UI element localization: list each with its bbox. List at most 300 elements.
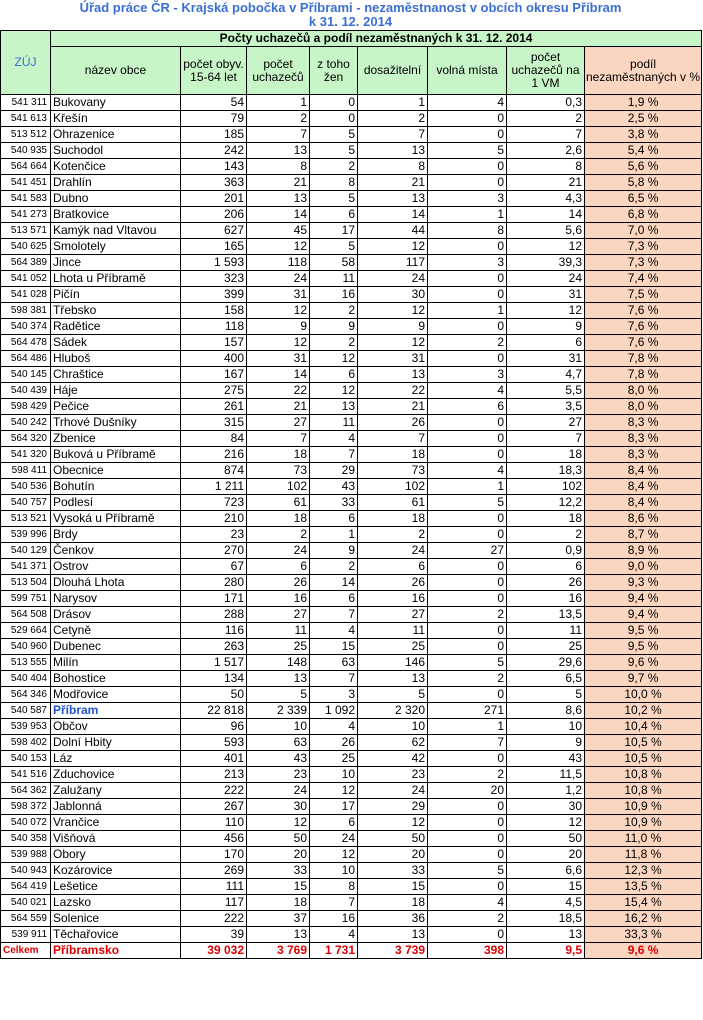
cell-vacancies: 27 [428,543,507,559]
cell-share: 8,7 % [585,527,702,543]
cell-share: 9,7 % [585,671,702,687]
cell-available: 31 [358,351,428,367]
cell-population: 363 [181,175,247,191]
header-ratio: počet uchazečů na 1 VM [507,47,585,95]
cell-applicants: 30 [247,799,310,815]
cell-women: 26 [310,735,358,751]
cell-available: 18 [358,895,428,911]
total-cell-available: 3 739 [358,943,428,959]
report-title [0,0,701,30]
cell-zuj: 539 996 [1,527,51,543]
cell-population: 400 [181,351,247,367]
cell-population: 315 [181,415,247,431]
cell-name: Višňová [51,831,181,847]
cell-zuj: 540 587 [1,703,51,719]
cell-share: 7,5 % [585,287,702,303]
cell-population: 1 517 [181,655,247,671]
cell-name: Křešín [51,111,181,127]
cell-name: Zbenice [51,431,181,447]
cell-ratio: 12 [507,239,585,255]
cell-available: 7 [358,431,428,447]
cell-population: 84 [181,431,247,447]
cell-population: 280 [181,575,247,591]
cell-available: 12 [358,303,428,319]
cell-zuj: 513 521 [1,511,51,527]
cell-women: 13 [310,399,358,415]
cell-name: Bohostice [51,671,181,687]
table-row [1,927,702,943]
cell-applicants: 37 [247,911,310,927]
cell-available: 5 [358,687,428,703]
cell-women: 2 [310,559,358,575]
cell-population: 79 [181,111,247,127]
cell-applicants: 2 339 [247,703,310,719]
cell-applicants: 118 [247,255,310,271]
cell-name: Občov [51,719,181,735]
cell-population: 593 [181,735,247,751]
cell-zuj: 564 559 [1,911,51,927]
cell-share: 8,9 % [585,543,702,559]
cell-applicants: 6 [247,559,310,575]
cell-name: Narysov [51,591,181,607]
cell-name: Chraštice [51,367,181,383]
cell-women: 12 [310,783,358,799]
cell-ratio: 21 [507,175,585,191]
cell-available: 12 [358,335,428,351]
cell-population: 401 [181,751,247,767]
cell-share: 9,0 % [585,559,702,575]
cell-share: 5,6 % [585,159,702,175]
cell-population: 185 [181,127,247,143]
cell-share: 8,4 % [585,479,702,495]
table-row [1,527,702,543]
cell-vacancies: 0 [428,511,507,527]
table-row [1,911,702,927]
cell-ratio: 6 [507,559,585,575]
cell-share: 9,5 % [585,639,702,655]
cell-women: 4 [310,623,358,639]
total-cell-zuj: Celkem [1,943,51,959]
cell-name: Vrančice [51,815,181,831]
cell-zuj: 513 512 [1,127,51,143]
cell-available: 10 [358,719,428,735]
cell-population: 723 [181,495,247,511]
cell-share: 12,3 % [585,863,702,879]
cell-vacancies: 0 [428,271,507,287]
cell-available: 11 [358,623,428,639]
cell-zuj: 540 625 [1,239,51,255]
cell-applicants: 23 [247,767,310,783]
cell-available: 36 [358,911,428,927]
cell-women: 11 [310,271,358,287]
cell-applicants: 8 [247,159,310,175]
cell-zuj: 541 052 [1,271,51,287]
cell-vacancies: 0 [428,111,507,127]
cell-applicants: 9 [247,319,310,335]
cell-share: 7,3 % [585,255,702,271]
cell-available: 2 [358,527,428,543]
cell-ratio: 18,3 [507,463,585,479]
header-applicants: počet uchazečů [247,47,310,95]
cell-name: Solenice [51,911,181,927]
cell-population: 323 [181,271,247,287]
cell-share: 7,4 % [585,271,702,287]
cell-ratio: 6 [507,335,585,351]
cell-available: 117 [358,255,428,271]
cell-population: 165 [181,239,247,255]
cell-share: 8,3 % [585,431,702,447]
cell-name: Třebsko [51,303,181,319]
cell-vacancies: 0 [428,847,507,863]
cell-population: 399 [181,287,247,303]
cell-available: 27 [358,607,428,623]
cell-ratio: 43 [507,751,585,767]
cell-vacancies: 2 [428,671,507,687]
cell-ratio: 30 [507,799,585,815]
cell-available: 8 [358,159,428,175]
cell-name: Dlouhá Lhota [51,575,181,591]
cell-share: 33,3 % [585,927,702,943]
cell-vacancies: 0 [428,319,507,335]
cell-ratio: 10 [507,719,585,735]
cell-share: 8,4 % [585,463,702,479]
cell-share: 7,6 % [585,319,702,335]
cell-available: 102 [358,479,428,495]
cell-share: 8,4 % [585,495,702,511]
cell-available: 14 [358,207,428,223]
cell-ratio: 50 [507,831,585,847]
cell-zuj: 540 935 [1,143,51,159]
cell-vacancies: 1 [428,719,507,735]
table-row [1,495,702,511]
cell-share: 10,9 % [585,815,702,831]
title-line-1: Úřad práce ČR - Krajská pobočka v Příbrami - nezaměstnanost v obcích okresu Příbram [79,0,622,15]
cell-women: 7 [310,671,358,687]
cell-ratio: 16 [507,591,585,607]
cell-population: 50 [181,687,247,703]
cell-vacancies: 3 [428,367,507,383]
table-row [1,319,702,335]
cell-share: 10,8 % [585,767,702,783]
cell-zuj: 541 028 [1,287,51,303]
cell-zuj: 540 960 [1,639,51,655]
cell-available: 62 [358,735,428,751]
cell-zuj: 598 381 [1,303,51,319]
cell-name: Obory [51,847,181,863]
header-population: počet obyv. 15-64 let [181,47,247,95]
cell-available: 61 [358,495,428,511]
cell-available: 22 [358,383,428,399]
cell-name: Dolní Hbity [51,735,181,751]
cell-zuj: 598 411 [1,463,51,479]
cell-available: 2 320 [358,703,428,719]
cell-zuj: 564 346 [1,687,51,703]
cell-name: Zalužany [51,783,181,799]
cell-applicants: 12 [247,335,310,351]
cell-vacancies: 271 [428,703,507,719]
cell-zuj: 540 374 [1,319,51,335]
cell-applicants: 25 [247,639,310,655]
cell-vacancies: 1 [428,207,507,223]
cell-women: 11 [310,415,358,431]
cell-name: Buková u Příbramě [51,447,181,463]
cell-available: 6 [358,559,428,575]
cell-vacancies: 0 [428,431,507,447]
cell-applicants: 13 [247,143,310,159]
cell-ratio: 1,2 [507,783,585,799]
table-row [1,783,702,799]
cell-ratio: 4,7 [507,367,585,383]
table-row [1,591,702,607]
cell-vacancies: 0 [428,927,507,943]
cell-name: Láz [51,751,181,767]
table-row [1,879,702,895]
cell-population: 242 [181,143,247,159]
table-row [1,623,702,639]
cell-population: 275 [181,383,247,399]
cell-vacancies: 0 [428,639,507,655]
cell-applicants: 45 [247,223,310,239]
cell-applicants: 24 [247,783,310,799]
cell-women: 2 [310,335,358,351]
table-row [1,143,702,159]
cell-zuj: 540 129 [1,543,51,559]
cell-zuj: 564 320 [1,431,51,447]
cell-name: Vysoká u Příbramě [51,511,181,527]
cell-available: 13 [358,671,428,687]
cell-share: 9,4 % [585,607,702,623]
cell-population: 222 [181,783,247,799]
cell-applicants: 14 [247,207,310,223]
cell-applicants: 61 [247,495,310,511]
header-name: název obce [51,47,181,95]
table-row [1,511,702,527]
cell-applicants: 11 [247,623,310,639]
cell-women: 10 [310,767,358,783]
cell-ratio: 0,3 [507,95,585,111]
cell-zuj: 541 583 [1,191,51,207]
cell-ratio: 7 [507,127,585,143]
cell-ratio: 39,3 [507,255,585,271]
table-row [1,271,702,287]
table-row [1,367,702,383]
header-share: podíl nezaměstnaných v % [585,47,702,95]
table-row [1,559,702,575]
cell-applicants: 15 [247,879,310,895]
cell-ratio: 3,5 [507,399,585,415]
cell-ratio: 13 [507,927,585,943]
cell-vacancies: 0 [428,351,507,367]
cell-population: 267 [181,799,247,815]
cell-name: Trhové Dušníky [51,415,181,431]
cell-available: 1 [358,95,428,111]
cell-women: 7 [310,447,358,463]
cell-women: 2 [310,159,358,175]
cell-vacancies: 0 [428,415,507,431]
table-row [1,111,702,127]
cell-share: 2,5 % [585,111,702,127]
cell-zuj: 598 402 [1,735,51,751]
cell-zuj: 541 613 [1,111,51,127]
cell-ratio: 5,6 [507,223,585,239]
cell-share: 9,5 % [585,623,702,639]
cell-zuj: 513 504 [1,575,51,591]
cell-vacancies: 0 [428,687,507,703]
cell-share: 10,9 % [585,799,702,815]
cell-applicants: 21 [247,175,310,191]
cell-zuj: 564 664 [1,159,51,175]
cell-population: 171 [181,591,247,607]
table-row [1,847,702,863]
header-women: z toho žen [310,47,358,95]
cell-women: 5 [310,127,358,143]
cell-ratio: 15 [507,879,585,895]
cell-vacancies: 2 [428,911,507,927]
cell-women: 63 [310,655,358,671]
cell-ratio: 12 [507,815,585,831]
cell-share: 10,5 % [585,735,702,751]
cell-women: 4 [310,719,358,735]
table-row [1,815,702,831]
cell-name: Suchodol [51,143,181,159]
cell-vacancies: 2 [428,607,507,623]
cell-ratio: 6,5 [507,671,585,687]
cell-women: 8 [310,175,358,191]
table-row [1,719,702,735]
cell-name: Sádek [51,335,181,351]
cell-population: 456 [181,831,247,847]
total-cell-ratio: 9,5 [507,943,585,959]
cell-zuj: 598 429 [1,399,51,415]
table-row [1,543,702,559]
cell-population: 96 [181,719,247,735]
cell-share: 10,4 % [585,719,702,735]
table-row [1,175,702,191]
cell-applicants: 1 [247,95,310,111]
cell-available: 29 [358,799,428,815]
cell-applicants: 18 [247,895,310,911]
cell-applicants: 2 [247,111,310,127]
title-line-2: k 31. 12. 2014 [308,14,393,29]
cell-share: 1,9 % [585,95,702,111]
cell-ratio: 2 [507,527,585,543]
cell-name: Lešetice [51,879,181,895]
cell-vacancies: 4 [428,463,507,479]
cell-zuj: 539 953 [1,719,51,735]
cell-women: 6 [310,367,358,383]
cell-zuj: 541 311 [1,95,51,111]
cell-zuj: 564 419 [1,879,51,895]
cell-zuj: 599 751 [1,591,51,607]
cell-name: Modřovice [51,687,181,703]
cell-ratio: 18,5 [507,911,585,927]
cell-ratio: 31 [507,287,585,303]
cell-vacancies: 3 [428,255,507,271]
cell-population: 261 [181,399,247,415]
cell-population: 222 [181,911,247,927]
cell-name: Dubno [51,191,181,207]
cell-available: 25 [358,639,428,655]
table-row [1,239,702,255]
cell-population: 22 818 [181,703,247,719]
cell-ratio: 24 [507,271,585,287]
cell-zuj: 541 516 [1,767,51,783]
cell-zuj: 540 439 [1,383,51,399]
cell-zuj: 540 536 [1,479,51,495]
cell-women: 4 [310,927,358,943]
cell-name: Lhota u Příbramě [51,271,181,287]
table-row [1,655,702,671]
cell-zuj: 540 072 [1,815,51,831]
cell-ratio: 26 [507,575,585,591]
cell-vacancies: 1 [428,303,507,319]
cell-women: 16 [310,287,358,303]
cell-women: 14 [310,575,358,591]
cell-available: 16 [358,591,428,607]
cell-name: Háje [51,383,181,399]
cell-share: 9,4 % [585,591,702,607]
table-row [1,463,702,479]
total-row [1,943,702,959]
cell-share: 5,8 % [585,175,702,191]
cell-zuj: 540 757 [1,495,51,511]
cell-population: 157 [181,335,247,351]
cell-women: 9 [310,543,358,559]
cell-vacancies: 0 [428,799,507,815]
cell-share: 7,8 % [585,367,702,383]
cell-name: Jablonná [51,799,181,815]
table-row [1,575,702,591]
cell-population: 116 [181,623,247,639]
cell-available: 33 [358,863,428,879]
cell-ratio: 29,6 [507,655,585,671]
cell-share: 6,8 % [585,207,702,223]
table-row [1,799,702,815]
cell-population: 167 [181,367,247,383]
cell-applicants: 2 [247,527,310,543]
cell-share: 10,0 % [585,687,702,703]
cell-women: 58 [310,255,358,271]
cell-ratio: 8,6 [507,703,585,719]
cell-applicants: 50 [247,831,310,847]
cell-women: 4 [310,431,358,447]
cell-applicants: 27 [247,607,310,623]
cell-zuj: 540 358 [1,831,51,847]
table-row [1,703,702,719]
table-row [1,95,702,111]
cell-vacancies: 2 [428,335,507,351]
cell-share: 7,0 % [585,223,702,239]
cell-women: 2 [310,303,358,319]
cell-population: 67 [181,559,247,575]
cell-available: 24 [358,543,428,559]
table-row [1,767,702,783]
cell-name: Bratkovice [51,207,181,223]
cell-women: 12 [310,351,358,367]
cell-vacancies: 8 [428,223,507,239]
cell-population: 39 [181,927,247,943]
cell-available: 15 [358,879,428,895]
cell-share: 8,0 % [585,383,702,399]
cell-vacancies: 0 [428,831,507,847]
table-row [1,431,702,447]
cell-share: 10,5 % [585,751,702,767]
cell-applicants: 21 [247,399,310,415]
cell-name: Kozárovice [51,863,181,879]
cell-zuj: 564 362 [1,783,51,799]
cell-vacancies: 0 [428,575,507,591]
cell-vacancies: 5 [428,143,507,159]
